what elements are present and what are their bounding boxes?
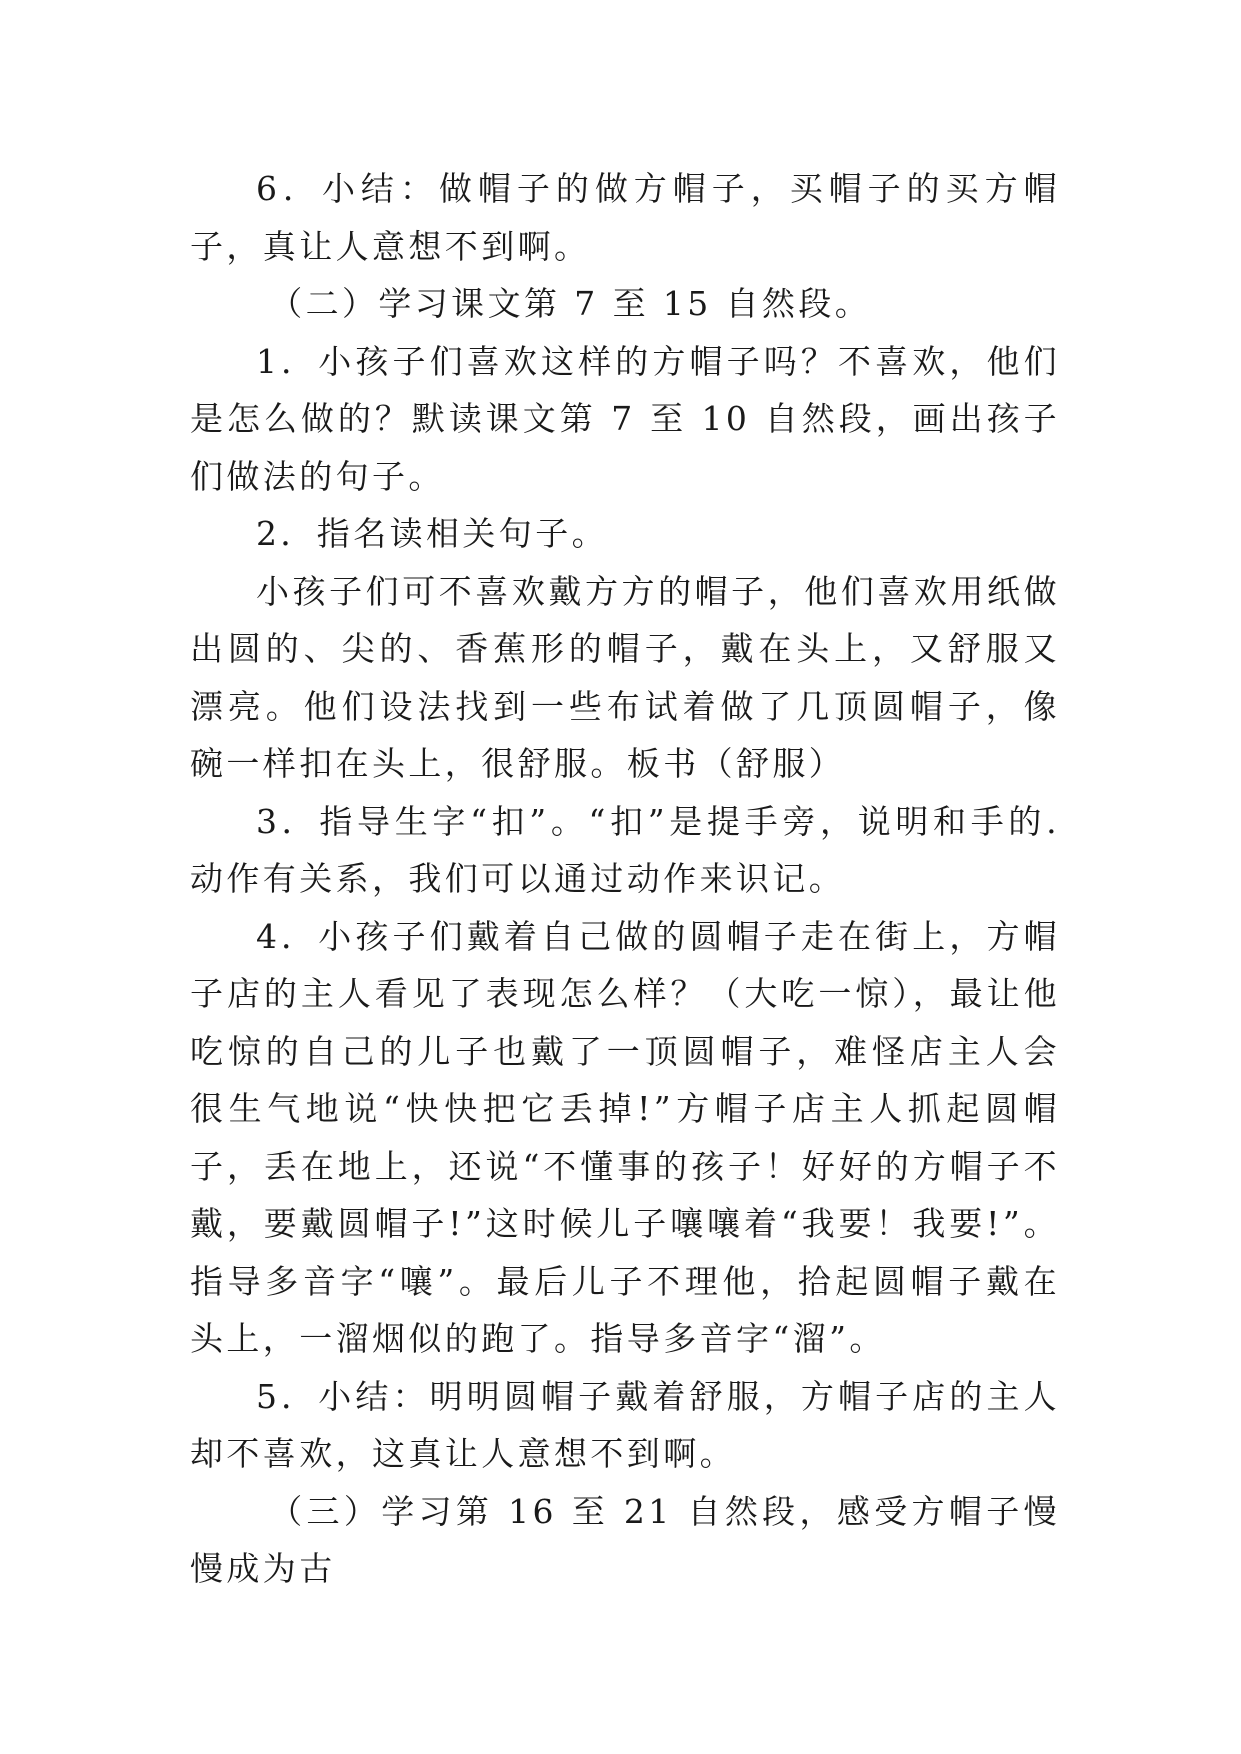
paragraph-quoted-text: 小孩子们可不喜欢戴方方的帽子，他们喜欢用纸做出圆的、尖的、香蕉形的帽子，戴在头上，又舒服又漂亮。他们设法找到一些布试着做了几顶圆帽子，像碗一样扣在头上，很舒服。板书（舒服）	[190, 571, 1060, 783]
paragraph-step-2: 2．指名读相关句子。	[256, 514, 608, 553]
section-heading-2: （二）学习课文第 7 至 15 自然段。	[269, 284, 872, 323]
paragraph-summary-6: 6．小结：做帽子的做方帽子，买帽子的买方帽子，真让人意想不到啊。	[190, 169, 1060, 266]
paragraph-step-1: 1．小孩子们喜欢这样的方帽子吗？不喜欢，他们是怎么做的？默读课文第 7 至 10 自然段，画出孩子们做法的句子。	[190, 341, 1060, 496]
paragraph-summary-5: 5．小结：明明圆帽子戴着舒服，方帽子店的主人却不喜欢，这真让人意想不到啊。	[190, 1376, 1060, 1473]
section-heading-3: （三）学习第 16 至 21 自然段，感受方帽子慢慢成为古	[190, 1491, 1060, 1588]
paragraph-step-4: 4．小孩子们戴着自己做的圆帽子走在街上，方帽子店的主人看见了表现怎么样？（大吃一惊），最让他吃惊的自己的儿子也戴了一顶圆帽子，难怪店主人会很生气地说“快快把它丢掉!”方帽子店主人抓起圆帽子，丢在地上，还说“不懂事的孩子！好好的方帽子不戴，要戴圆帽子!”这时候儿子嚷嚷着“我要！我要!”。指导多音字“嚷”。最后儿子不理他，拾起圆帽子戴在头上，一溜烟似的跑了。指导多音字“溜”。	[190, 916, 1060, 1358]
document-body	[190, 160, 1060, 1598]
paragraph-step-3: 3．指导生字“扣”。“扣”是提手旁，说明和手的.动作有关系，我们可以通过动作来识记。	[190, 801, 1060, 898]
